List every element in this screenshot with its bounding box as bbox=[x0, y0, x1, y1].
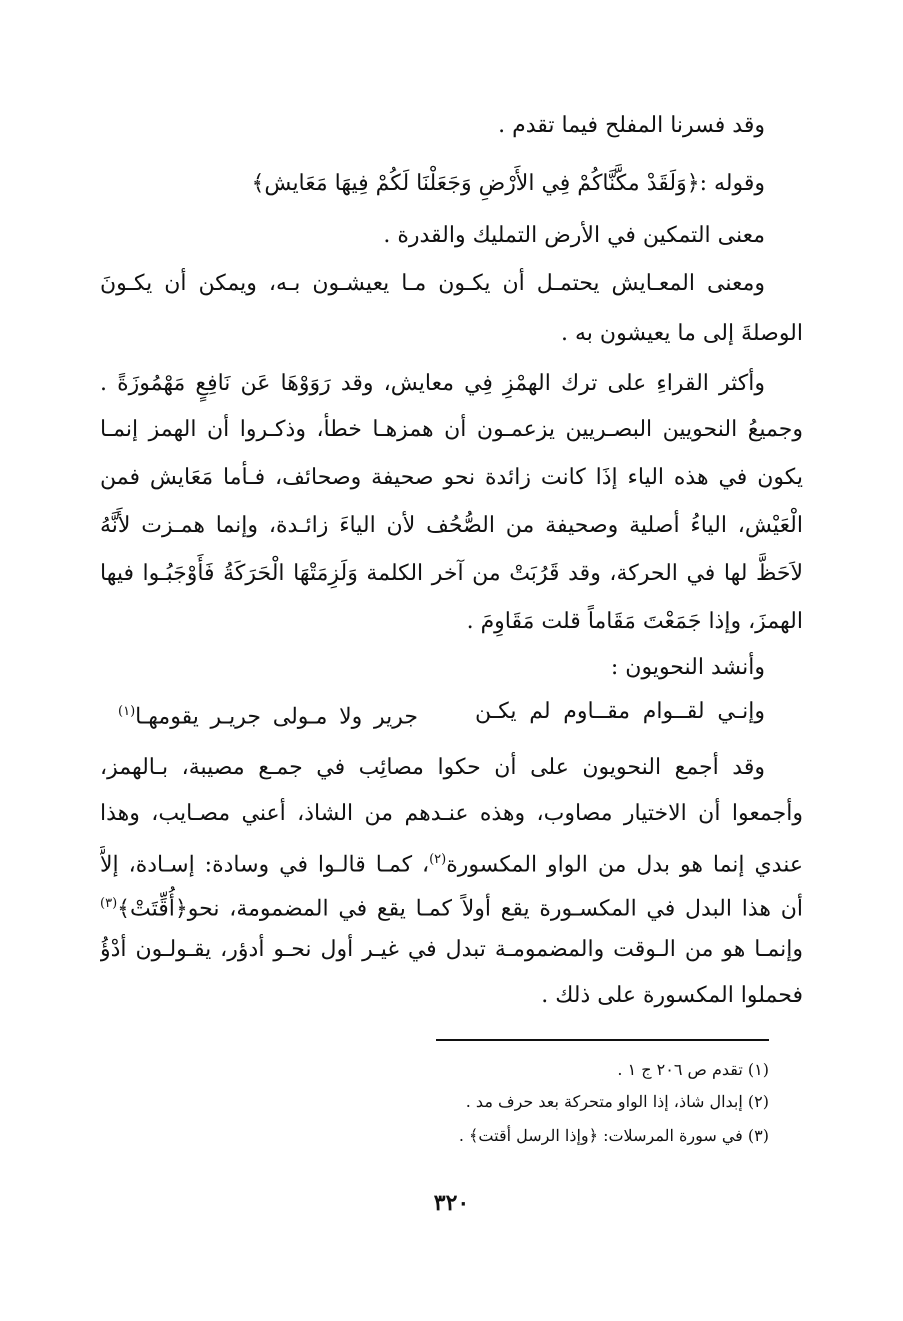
page-number: ٣٢٠ bbox=[433, 1190, 470, 1216]
text-line: وقد أجمع النحويون على أن حكوا مصائِب في جمـع مصيبة، بـالهمز، bbox=[100, 755, 765, 780]
text-line bbox=[100, 646, 803, 690]
footnote-marker: (١) bbox=[118, 704, 136, 719]
poem-first-hemistich: وإنـي لقــوام مقــاوم لم يكـن bbox=[475, 699, 765, 724]
text-line bbox=[100, 162, 803, 206]
footnote: (٢) إبدال شاذ، إذا الواو متحركة بعد حرف مد . bbox=[465, 1092, 769, 1111]
text-span: عندي إنما هو بدل من الواو المكسورة bbox=[446, 852, 803, 878]
text-line: وأجمعوا أن الاختيار مصاوب، وهذه عنـدهم من الشاذ، أعني مصـايب، وهذا bbox=[100, 801, 803, 826]
text-span: أن هذا البدل في المكسـورة يقع أولاً كمـا يقع في المضمومة، نحو﴿أُقِّتَتْ﴾ bbox=[117, 896, 803, 922]
text-span: وأنشد النحويون : bbox=[610, 655, 765, 680]
text-line bbox=[100, 214, 803, 258]
text-line: الهمزَ، وإذا جَمَعْتَ مَقَاماً قلت مَقَاوِمَ . bbox=[466, 609, 803, 634]
text-line: الوصلةَ إلى ما يعيشون به . bbox=[561, 321, 803, 346]
poem-second-hemistich bbox=[118, 690, 418, 739]
footnote: (٣) في سورة المرسلات: ﴿وإذا الرسل أقتت﴾ . bbox=[458, 1126, 769, 1145]
text-line: فحملوا المكسورة على ذلك . bbox=[541, 983, 803, 1008]
text-line: ومعنى المعـايش يحتمـل أن يكـون مـا يعيشـون بـه، ويمكن أن يكـونَ bbox=[100, 271, 765, 296]
footnote: (١) تقدم ص ٢٠٦ ج ١ . bbox=[617, 1060, 769, 1079]
text-span: وقوله :﴿وَلَقَدْ مكَّنَّاكُمْ فِي الأَرْضِ وَجَعَلْنَا لَكُمْ فِيهَا مَعَايش﴾ bbox=[251, 171, 765, 196]
text-line: الْعَيْش، الياءُ أصلية وصحيفة من الصُّحُف لأن الياءَ زائـدة، وإنما همـزت لأَنَّهُ bbox=[100, 513, 803, 538]
poem-second-text: جرير ولا مـولى جريـر يقومهـا bbox=[135, 704, 418, 730]
text-line bbox=[100, 882, 803, 931]
text-span: معنى التمكين في الأرض التمليك والقدرة . bbox=[383, 223, 765, 248]
text-line: وإنمـا هو من الـوقت والمضمومـة تبدل في غيـر أول نحـو أدؤر، يقـولـون أدْؤُ bbox=[100, 937, 803, 962]
text-line: لاَحَظَّ لها في الحركة، وقد قَرُبَتْ من آخر الكلمة وَلَزِمَتْهَا الْحَرَكَةُ فَأَوْجَبُـوا فيها bbox=[100, 561, 803, 586]
footnote-divider bbox=[436, 1039, 769, 1041]
footnote-marker: (٣) bbox=[100, 896, 118, 911]
text-line: وأكثر القراءِ على ترك الهمْزِ فِي معايش، وقد رَوَوْهَا عَن نَافِعٍ مَهْمُوزَةً . bbox=[100, 371, 765, 396]
text-line: يكون في هذه الياء إذَا كانت زائدة نحو صحيفة وصحائف، فـأما مَعَايش فمن bbox=[100, 465, 803, 490]
text-span: وقد فسرنا المفلح فيما تقدم . bbox=[498, 113, 765, 138]
text-line bbox=[100, 104, 803, 148]
text-span: ، كمـا قالـوا في وسادة: إسـادة، إلاَّ bbox=[100, 852, 430, 878]
poem-verse bbox=[100, 690, 803, 734]
footnote-marker: (٢) bbox=[429, 852, 447, 867]
text-line bbox=[100, 838, 803, 887]
text-line: وجميعُ النحويين البصـريين يزعمـون أن همزهـا خطأ، وذكـروا أن الهمز إنمـا bbox=[100, 417, 803, 442]
